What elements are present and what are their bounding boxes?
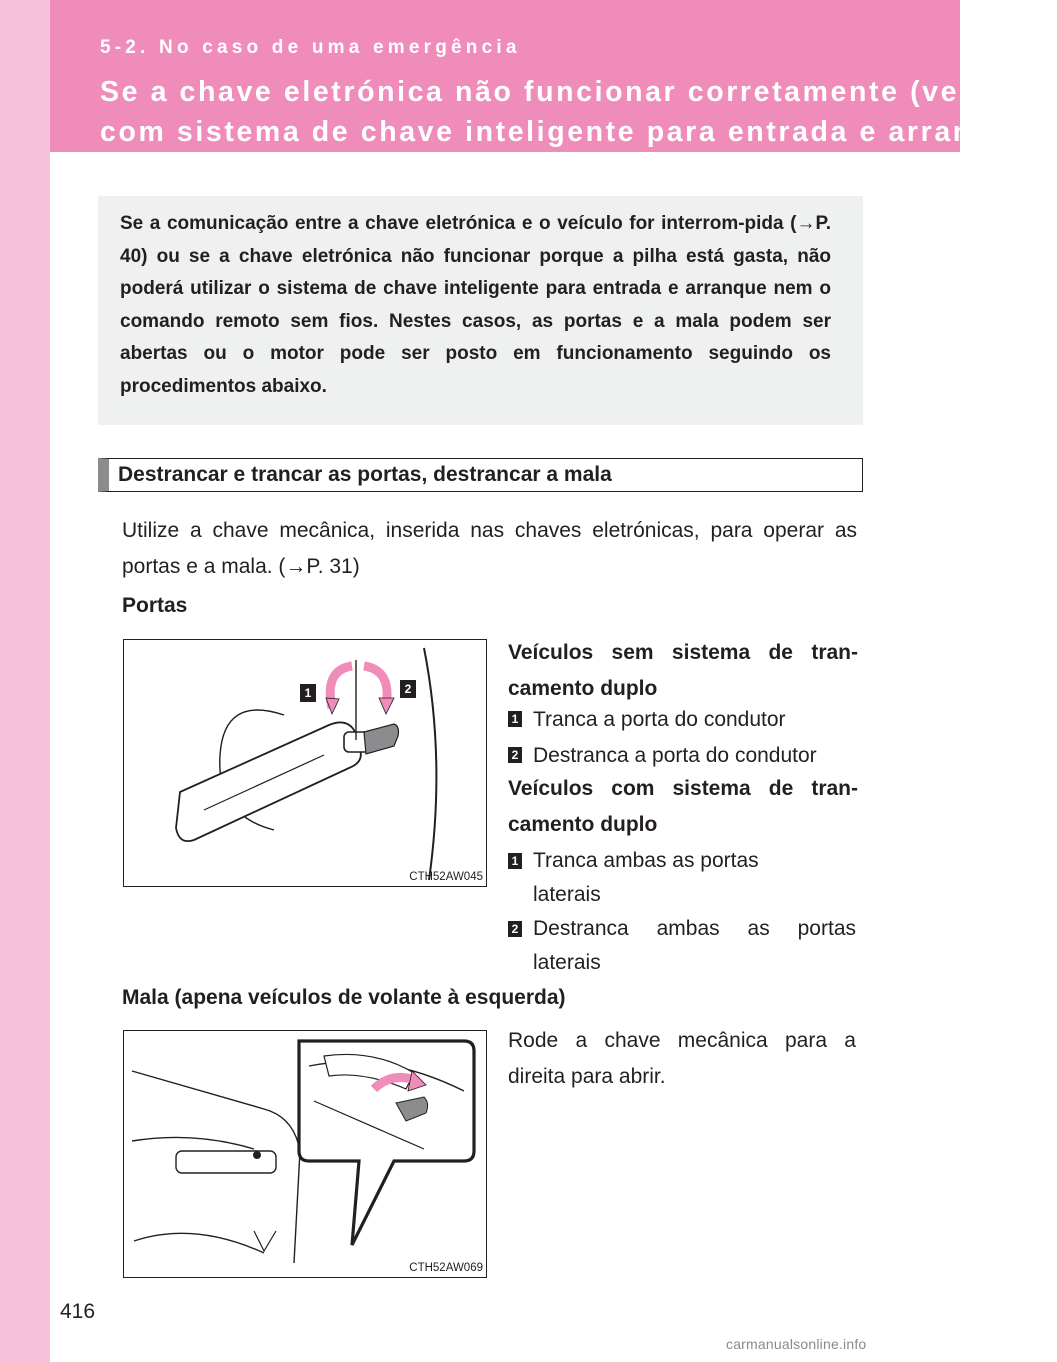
chapter-side-strip (0, 0, 50, 1362)
list-item (533, 912, 856, 980)
figure-marker-1: 1 (300, 684, 316, 702)
doors-heading: Portas (122, 594, 188, 617)
double-lock-heading-line-2: camento duplo (508, 813, 658, 836)
intro-box (98, 196, 863, 425)
list-item-text: Destranca ambas as portas (533, 917, 856, 940)
list-item-text: laterais (533, 951, 601, 974)
list-item (533, 844, 856, 912)
item-number-badge: 2 (508, 747, 522, 763)
page-title (100, 72, 1057, 152)
trunk-instruction-line-1: Rode a chave mecânica para a (508, 1029, 856, 1052)
double-lock-heading-line-1: Veículos com sistema de tran- (508, 777, 858, 800)
figure-code: CTH52AW045 (409, 871, 483, 883)
trunk-instruction (508, 1023, 856, 1095)
figure-code: CTH52AW069 (409, 1262, 483, 1274)
door-handle-illustration (124, 640, 486, 886)
no-double-lock-heading (508, 635, 858, 707)
list-item (533, 703, 856, 737)
figure-marker-2: 2 (400, 680, 416, 698)
door-handle-figure (123, 639, 487, 887)
item-number-badge: 1 (508, 853, 522, 869)
no-double-lock-heading-line-2: camento duplo (508, 677, 658, 700)
item-number-badge: 2 (508, 921, 522, 937)
section-body: Utilize a chave mecânica, inserida nas chaves eletrónicas, para operar as portas e a mala. (→P. 31) (122, 519, 857, 578)
list-item (533, 739, 856, 773)
section-heading: Destrancar e trancar as portas, destrancar a mala (98, 458, 863, 492)
list-item-text: Tranca a porta do condutor (533, 708, 786, 731)
section-label: 5-2. No caso de uma emergência (100, 37, 521, 58)
double-lock-heading (508, 771, 858, 843)
watermark-link[interactable]: carmanualsonline.info (726, 1336, 867, 1352)
page-title-line-1: Se a chave eletrónica não funcionar corretamente (veículos (100, 76, 1057, 108)
page-number: 416 (60, 1300, 96, 1323)
trunk-illustration (124, 1031, 486, 1277)
intro-text: Se a comunicação entre a chave eletrónica e o veículo for interrom-pida (→P. 40) ou se a chave eletrónica não funcionar porque a pilha está gasta, não poderá utilizar o sistema de chave inteligente para entrada e arranque nem o comando remoto sem fios. Nestes casos, as portas e a mala podem ser abertas ou o motor pode ser posto em funcionamento seguindo os procedimentos abaixo. (120, 213, 831, 397)
trunk-instruction-line-2: direita para abrir. (508, 1065, 666, 1088)
no-double-lock-heading-line-1: Veículos sem sistema de tran- (508, 641, 858, 664)
item-number-badge: 1 (508, 711, 522, 727)
trunk-figure (123, 1030, 487, 1278)
page-title-line-2: com sistema de chave inteligente para entrada e arranque) (100, 116, 1044, 148)
list-item-text: Tranca ambas as portas (533, 849, 759, 872)
list-item-text: Destranca a porta do condutor (533, 744, 817, 767)
trunk-heading: Mala (apena veículos de volante à esquerda) (122, 986, 566, 1009)
list-item-text: laterais (533, 883, 601, 906)
